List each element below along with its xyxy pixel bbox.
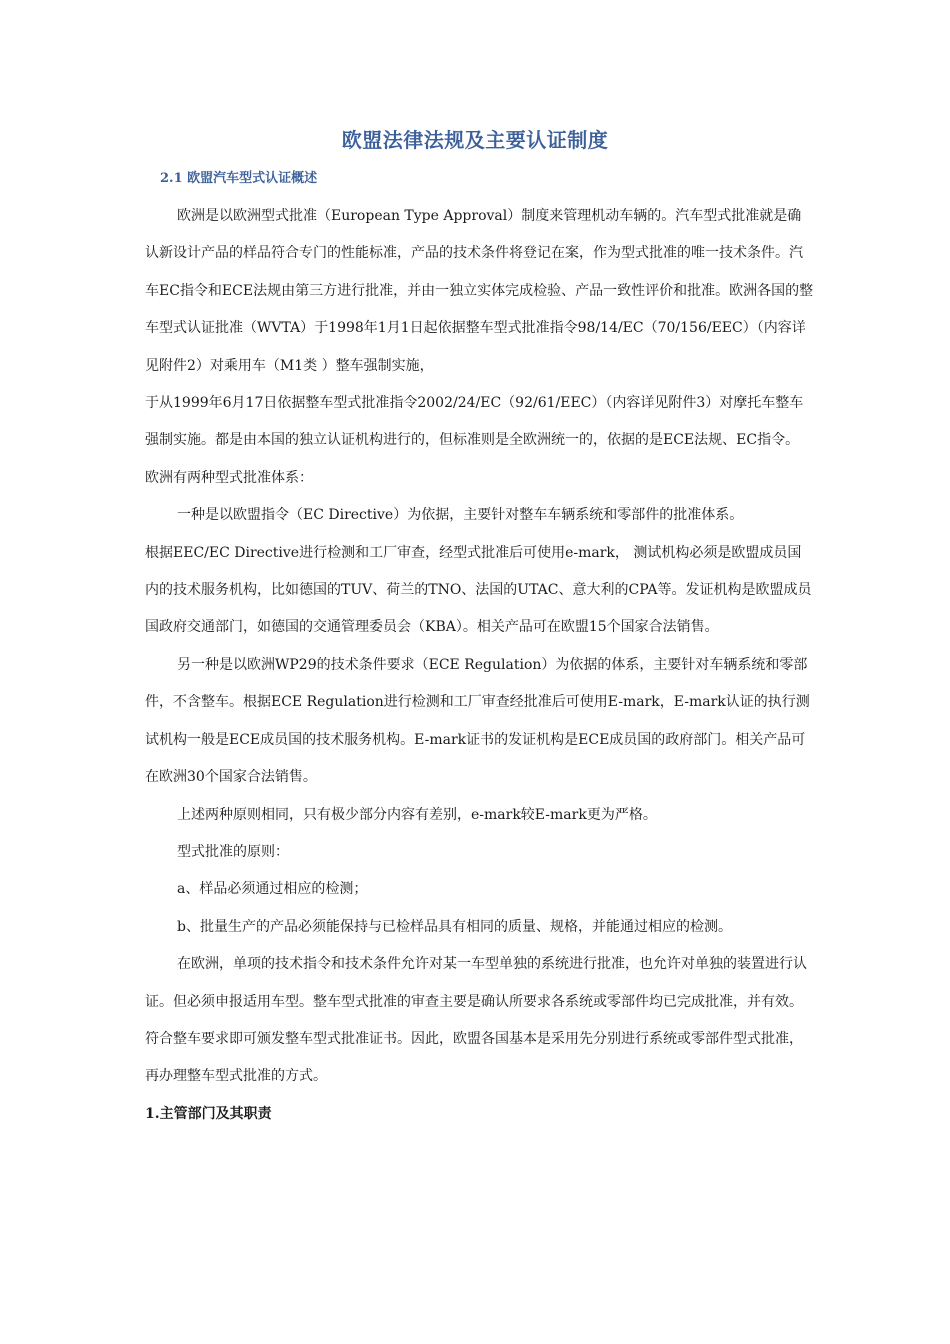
paragraph-intro-continued: 于从1999年6月17日依据整车型式批准指令2002/24/EC（92/61/EEC）（内容详见附件3）对摩托车整车强制实施。都是由本国的独立认证机构进行的，但标准则是全欧洲统一的，依据的是ECE法规、EC指令。 bbox=[145, 395, 804, 449]
paragraph-ec-directive: 一种是以欧盟指令（EC Directive）为依据，主要针对整车车辆系统和零部件的批准体系。 bbox=[177, 507, 744, 524]
section-heading-authorities: 1.主管部门及其职责 bbox=[145, 1105, 272, 1122]
paragraph-principles: 型式批准的原则： bbox=[177, 843, 289, 860]
principle-item-b: b、批量生产的产品必须能保持与已检样品具有相同的质量、规格，并能通过相应的检测。 bbox=[177, 918, 732, 935]
paragraph-two-systems: 欧洲有两种型式批准体系： bbox=[145, 469, 313, 486]
principle-item-a: a、样品必须通过相应的检测； bbox=[177, 881, 368, 898]
paragraph-ec-directive-continued: 根据EEC/EC Directive进行检测和工厂审查，经型式批准后可使用e-mark， 测试机构必须是欧盟成员国内的技术服务机构，比如德国的TUV、荷兰的TNO、法国的UTAC、意大利的CPA等。发证机构是欧盟成员国政府交通部门，如德国的交通管理委员会（KBA）。相关产品可在欧盟15个国家合法销售。 bbox=[145, 544, 812, 636]
paragraph-europe-approval: 在欧洲，单项的技术指令和技术条件允许对某一车型单独的系统进行批准，也允许对单独的装置进行认证。但必须申报适用车型。整车型式批准的审查主要是确认所要求各系统或零部件均已完成批准，并有效。符合整车要求即可颁发整车型式批准证书。因此，欧盟各国基本是采用先分别进行系统或零部件型式批准，再办理整车型式批准的方式。 bbox=[145, 956, 807, 1085]
section-subheading: 2.1 欧盟汽车型式认证概述 bbox=[160, 171, 318, 186]
document-body bbox=[145, 198, 815, 1133]
paragraph-intro: 欧洲是以欧洲型式批准（European Type Approval）制度来管理机动车辆的。汽车型式批准就是确认新设计产品的样品符合专门的性能标准，产品的技术条件将登记在案，作为型式批准的唯一技术条件。汽车EC指令和ECE法规由第三方进行批准，并由一独立实体完成检验、产品一致性评价和批准。欧洲各国的整车型式认证批准（WVTA）于1998年1月1日起依据整车型式批准指令98/14/EC（70/156/EEC）（内容详见附件2）对乘用车（M1类 ）整车强制实施， bbox=[145, 208, 814, 374]
paragraph-ece-regulation: 另一种是以欧洲WP29的技术条件要求（ECE Regulation）为依据的体系，主要针对车辆系统和零部件，不含整车。根据ECE Regulation进行检测和工厂审查经批准后可使用E-mark，E-mark认证的执行测试机构一般是ECE成员国的技术服务机构。E-mark证书的发证机构是ECE成员国的政府部门。相关产品可在欧洲30个国家合法销售。 bbox=[145, 656, 810, 786]
document-title: 欧盟法律法规及主要认证制度 bbox=[341, 128, 609, 152]
paragraph-comparison: 上述两种原则相同，只有极少部分内容有差别，e-mark较E-mark更为严格。 bbox=[177, 806, 657, 823]
